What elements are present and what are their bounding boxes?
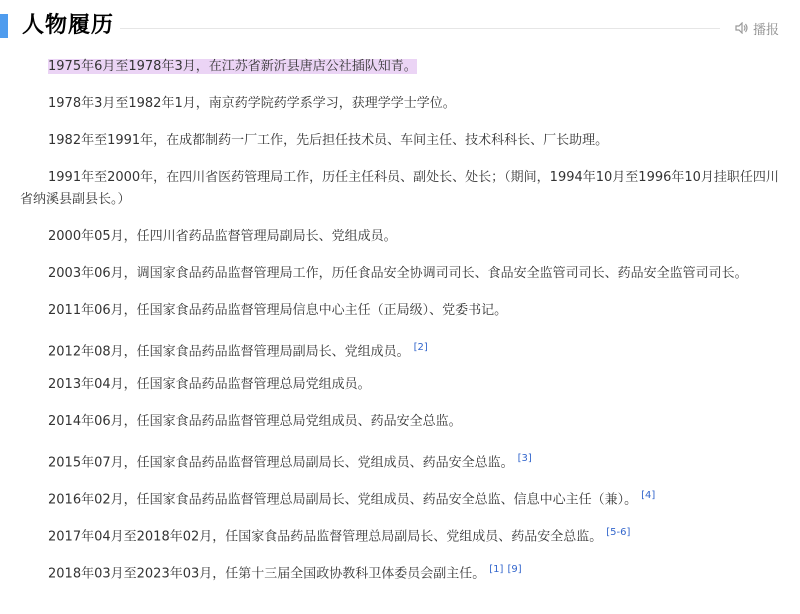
accent-bar: [0, 14, 8, 38]
career-entry: [0, 374, 800, 396]
career-entry-text: 2012年08月，任国家食品药品监督管理局副局长、党组成员。: [48, 344, 410, 360]
career-entry-text: 2011年06月，任国家食品药品监督管理局信息中心主任（正局级）、党委书记。: [48, 303, 508, 318]
section-title: 人物履历: [22, 13, 115, 38]
career-entry: [0, 300, 800, 322]
career-entry-text: 1975年6月至1978年3月，在江苏省新沂县唐店公社插队知青。: [48, 59, 417, 74]
career-entry: [0, 130, 800, 152]
career-entry: [0, 263, 800, 285]
career-entry-text: 2017年04月至2018年02月，任国家食品药品监督管理总局副局长、党组成员、药品安全总监。: [48, 529, 603, 545]
career-entry-text: 1978年3月至1982年1月，南京药学院药学系学习，获理学学士学位。: [48, 96, 456, 111]
career-entry: [0, 226, 800, 248]
career-entry-text: 2014年06月，任国家食品药品监督管理总局党组成员、药品安全总监。: [48, 414, 462, 429]
reference-link[interactable]: [5-6]: [606, 527, 631, 538]
play-button[interactable]: [735, 18, 779, 38]
career-entry-text: 2003年06月，调国家食品药品监督管理局工作，历任食品安全协调司司长、食品安全监管司司长、药品安全监管司司长。: [48, 266, 748, 281]
reference-link[interactable]: [4]: [641, 490, 656, 501]
reference-link[interactable]: [9]: [507, 564, 522, 575]
divider: [120, 28, 720, 29]
career-entry: [0, 485, 800, 511]
career-entry: [0, 56, 800, 78]
career-entry-text: 2018年03月至2023年03月，任第十三届全国政协教科卫体委员会副主任。: [48, 566, 486, 582]
career-entry-text: 2015年07月，任国家食品药品监督管理总局副局长、党组成员、药品安全总监。: [48, 455, 514, 471]
section-header: [0, 0, 800, 48]
career-entry: [0, 448, 800, 474]
career-entry-text: 1982年至1991年，在成都制药一厂工作，先后担任技术员、车间主任、技术科科长、厂长助理。: [48, 133, 609, 148]
career-entry-text: 1991年至2000年，在四川省医药管理局工作，历任主任科员、副处长、处长；（期间，1994年10月至1996年10月挂职任四川省纳溪县副县长。）: [20, 170, 779, 207]
speaker-icon: [735, 22, 749, 34]
career-entry: [0, 167, 800, 211]
career-entry: [0, 93, 800, 115]
reference-link[interactable]: [2]: [413, 342, 428, 353]
reference-link[interactable]: [3]: [517, 453, 532, 464]
career-entry: [0, 337, 800, 363]
reference-link[interactable]: [1]: [489, 564, 504, 575]
career-entry: [0, 411, 800, 433]
career-entry-text: 2013年04月，任国家食品药品监督管理总局党组成员。: [48, 377, 371, 392]
career-entry-text: 2000年05月，任四川省药品监督管理局副局长、党组成员。: [48, 229, 397, 244]
career-entry-text: 2016年02月，任国家食品药品监督管理总局副局长、党组成员、药品安全总监、信息中心主任（兼）。: [48, 492, 638, 508]
career-entry: [0, 522, 800, 548]
career-entry: [0, 559, 800, 585]
play-label: 播报: [753, 22, 780, 38]
